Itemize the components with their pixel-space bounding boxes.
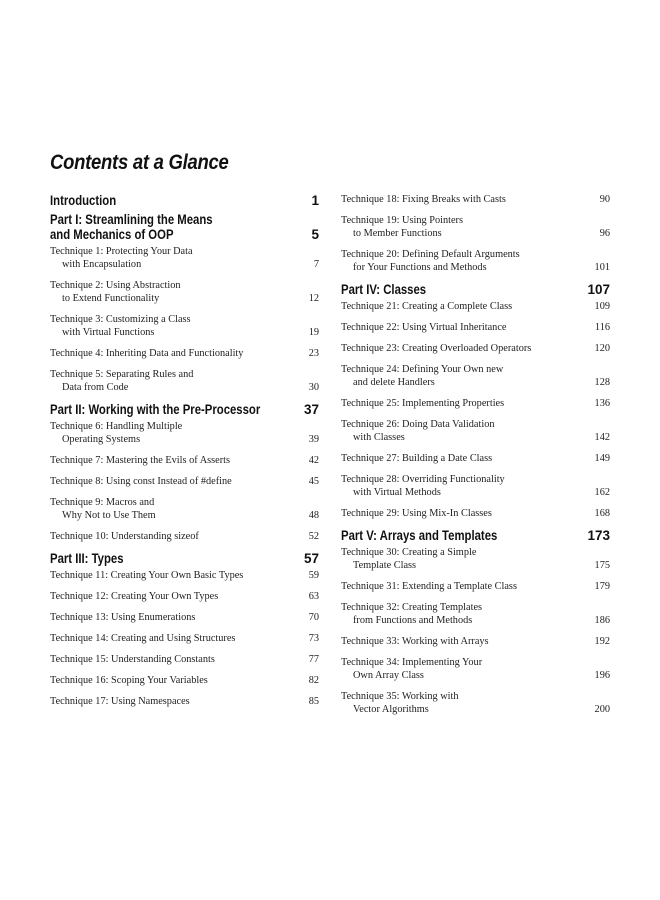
toc-page-number: 200: [594, 704, 610, 715]
toc-entry-title: [341, 214, 594, 240]
toc-entry-title-line: Part III: Types: [50, 551, 124, 566]
toc-entry-title: [50, 551, 298, 566]
toc-entry-title-line: Technique 35: Working with: [341, 691, 459, 702]
toc-entry-title-line: Part II: Working with the Pre-Processor: [50, 402, 261, 417]
toc-page-number: 90: [599, 194, 610, 205]
toc-entry: [50, 569, 319, 582]
toc-entry-title-line: Data from Code: [62, 382, 129, 393]
toc-entry: [341, 473, 610, 499]
toc-entry: [50, 674, 319, 687]
toc-entry-title-line: Technique 17: Using Namespaces: [50, 696, 190, 707]
toc-entry-title-line: Technique 5: Separating Rules and: [50, 369, 194, 380]
toc-entry: [341, 690, 610, 716]
toc-page-number: 45: [308, 476, 319, 487]
toc-entry: [341, 601, 610, 627]
toc-entry-title-line: Technique 30: Creating a Simple: [341, 547, 477, 558]
toc-entry-title-line: Technique 33: Working with Arrays: [341, 636, 489, 647]
toc-page-number: 109: [594, 301, 610, 312]
toc-entry-title-line: Technique 20: Defining Default Arguments: [341, 249, 520, 260]
toc-entry: [50, 530, 319, 543]
toc-entry-title-line: Technique 13: Using Enumerations: [50, 612, 196, 623]
toc-entry-title-line: Technique 3: Customizing a Class: [50, 314, 191, 325]
toc-entry: [50, 653, 319, 666]
toc-page-number: 142: [594, 432, 610, 443]
toc-entry-title: [50, 653, 303, 666]
toc-entry-title-line: Technique 6: Handling Multiple: [50, 421, 183, 432]
toc-entry-title: [50, 212, 305, 242]
toc-page-number: 149: [594, 453, 610, 464]
toc-entry: [341, 300, 610, 313]
toc-entry-title-line: Technique 31: Extending a Template Class: [341, 581, 517, 592]
toc-entry: [50, 695, 319, 708]
toc-entry-title: [341, 580, 589, 593]
toc-page-number: 101: [594, 262, 610, 273]
toc-entry-title: [50, 454, 303, 467]
toc-page-number: 128: [594, 377, 610, 388]
toc-part-heading: [50, 551, 319, 566]
toc-page-number: 82: [308, 675, 319, 686]
toc-entry-title-line: Technique 18: Fixing Breaks with Casts: [341, 194, 506, 205]
toc-entry-title: [341, 342, 589, 355]
toc-entry-title-line: Technique 9: Macros and: [50, 497, 155, 508]
toc-entry-title-line: Technique 32: Creating Templates: [341, 602, 483, 613]
toc-page-number: 5: [311, 227, 319, 242]
toc-part-heading: [50, 193, 319, 208]
toc-entry-title-line: Technique 8: Using const Instead of #define: [50, 476, 232, 487]
toc-page-number: 179: [594, 581, 610, 592]
toc-page-number: 173: [587, 528, 610, 543]
toc-entry: [341, 656, 610, 682]
toc-entry: [341, 635, 610, 648]
toc-entry-title-line: Technique 15: Understanding Constants: [50, 654, 215, 665]
toc-entry-title-line: Technique 28: Overriding Functionality: [341, 474, 505, 485]
toc-page-number: 57: [303, 551, 319, 566]
toc-page-number: 96: [599, 228, 610, 239]
toc-entry: [50, 611, 319, 624]
toc-page-number: 186: [594, 615, 610, 626]
toc-entry-title: [341, 300, 589, 313]
toc-entry-title: [341, 656, 589, 682]
toc-entry: [341, 418, 610, 444]
toc-entry-title-line: Part IV: Classes: [341, 282, 427, 297]
toc-page-number: 7: [313, 259, 319, 270]
toc-entry-title-line: Technique 26: Doing Data Validation: [341, 419, 495, 430]
toc-entry-title-line: with Virtual Functions: [62, 327, 155, 338]
toc-page-number: 30: [308, 382, 319, 393]
toc-page-number: 23: [308, 348, 319, 359]
toc-entry-title: [50, 496, 303, 522]
toc-entry: [341, 580, 610, 593]
toc-entry-title-line: Technique 22: Using Virtual Inheritance: [341, 322, 507, 333]
toc-entry-title: [50, 420, 303, 446]
toc-entry-title-line: Technique 1: Protecting Your Data: [50, 246, 193, 257]
toc-entry: [341, 248, 610, 274]
toc-entry-title-line: Technique 19: Using Pointers: [341, 215, 463, 226]
toc-entry: [50, 454, 319, 467]
toc-entry-title: [341, 528, 581, 543]
toc-entry-title: [50, 279, 303, 305]
toc-entry-title-line: with Classes: [353, 432, 405, 443]
toc-entry-title: [341, 690, 589, 716]
toc-entry: [341, 507, 610, 520]
toc-entry-title: [341, 363, 589, 389]
toc-entry-title-line: Operating Systems: [62, 434, 141, 445]
toc-entry-title: [50, 193, 305, 208]
toc-page-number: 192: [594, 636, 610, 647]
toc-entry-title-line: with Encapsulation: [62, 259, 142, 270]
toc-page-number: 116: [594, 322, 610, 333]
toc-page-number: 77: [308, 654, 319, 665]
toc-entry: [50, 347, 319, 360]
toc-entry-title: [341, 193, 594, 206]
toc-page-number: 136: [594, 398, 610, 409]
toc-page-number: 39: [308, 434, 319, 445]
toc-entry-title-line: Technique 2: Using Abstraction: [50, 280, 181, 291]
toc-part-heading: [341, 528, 610, 543]
toc-entry: [50, 313, 319, 339]
toc-page-number: 37: [303, 402, 319, 417]
toc-entry-title: [50, 530, 303, 543]
toc-entry-title-line: Technique 4: Inheriting Data and Functionality: [50, 348, 244, 359]
toc-entry-title-line: Own Array Class: [353, 670, 424, 681]
toc-entry-title: [341, 397, 589, 410]
toc-entry-title: [341, 452, 589, 465]
toc-entry-title-line: to Extend Functionality: [62, 293, 160, 304]
toc-page-number: 63: [308, 591, 319, 602]
toc-entry: [341, 214, 610, 240]
toc-entry-title: [341, 507, 589, 520]
toc-entry: [50, 590, 319, 603]
toc-entry-title: [50, 475, 303, 488]
toc-entry-title: [50, 632, 303, 645]
toc-page-number: 73: [308, 633, 319, 644]
toc-entry-title-line: Technique 21: Creating a Complete Class: [341, 301, 513, 312]
toc-entry-title-line: Part V: Arrays and Templates: [341, 528, 498, 543]
toc-entry-title: [50, 245, 308, 271]
toc-entry-title-line: Technique 27: Building a Date Class: [341, 453, 493, 464]
toc-entry-title-line: Technique 16: Scoping Your Variables: [50, 675, 208, 686]
toc-entry-title: [341, 546, 589, 572]
toc-entry-title-line: from Functions and Methods: [353, 615, 473, 626]
toc-entry-title-line: with Virtual Methods: [353, 487, 441, 498]
toc-entry-title-line: to Member Functions: [353, 228, 442, 239]
toc-entry: [341, 342, 610, 355]
toc-entry: [50, 475, 319, 488]
toc-entry-title-line: Technique 23: Creating Overloaded Operators: [341, 343, 532, 354]
toc-entry: [341, 452, 610, 465]
toc-page-number: 52: [308, 531, 319, 542]
toc-page-number: 19: [308, 327, 319, 338]
toc-entry-title-line: Technique 12: Creating Your Own Types: [50, 591, 219, 602]
toc-entry-title-line: and delete Handlers: [353, 377, 435, 388]
toc-page-number: 107: [587, 282, 610, 297]
toc-page-number: 42: [308, 455, 319, 466]
toc-entry: [341, 397, 610, 410]
toc-entry-title: [50, 611, 303, 624]
toc-entry-title: [50, 347, 303, 360]
toc-entry: [341, 193, 610, 206]
toc-entry-title-line: Vector Algorithms: [353, 704, 429, 715]
toc-page-number: 168: [594, 508, 610, 519]
toc-entry-title-line: and Mechanics of OOP: [50, 227, 174, 242]
toc-entry-title-line: Template Class: [353, 560, 417, 571]
toc-entry-title: [341, 473, 589, 499]
toc-entry: [50, 632, 319, 645]
toc-entry: [341, 546, 610, 572]
toc-entry-title-line: Technique 24: Defining Your Own new: [341, 364, 504, 375]
toc-entry: [50, 245, 319, 271]
toc-entry-title-line: Introduction: [50, 193, 117, 208]
toc-part-heading: [50, 402, 319, 417]
toc-entry: [50, 279, 319, 305]
toc-page-number: 175: [594, 560, 610, 571]
toc-part-heading: [50, 212, 319, 242]
toc-entry-title-line: for Your Functions and Methods: [353, 262, 487, 273]
toc-entry-title: [50, 368, 303, 394]
toc-page-number: 70: [308, 612, 319, 623]
toc-entry-title-line: Technique 34: Implementing Your: [341, 657, 483, 668]
toc-entry: [341, 363, 610, 389]
toc-entry-title-line: Part I: Streamlining the Means: [50, 212, 213, 227]
toc-entry-title: [50, 674, 303, 687]
toc-entry-title: [341, 601, 589, 627]
toc-entry: [50, 368, 319, 394]
toc-page-number: 120: [594, 343, 610, 354]
toc-entry-title-line: Technique 25: Implementing Properties: [341, 398, 505, 409]
toc-entry-title: [341, 321, 589, 334]
toc-entry-title-line: Technique 14: Creating and Using Structures: [50, 633, 236, 644]
toc-entry-title: [341, 248, 589, 274]
toc-entry-title: [50, 313, 303, 339]
toc-entry-title-line: Technique 11: Creating Your Own Basic Types: [50, 570, 244, 581]
toc-entry-title: [50, 695, 303, 708]
toc-page-number: 59: [308, 570, 319, 581]
toc-entry: [50, 420, 319, 446]
toc-entry-title: [50, 402, 298, 417]
toc-entry-title-line: Technique 10: Understanding sizeof: [50, 531, 199, 542]
toc-entry: [50, 496, 319, 522]
toc-entry-title: [50, 569, 303, 582]
toc-page-number: 12: [308, 293, 319, 304]
toc-page-number: 196: [594, 670, 610, 681]
toc-page-number: 1: [311, 193, 319, 208]
toc-entry-title: [50, 590, 303, 603]
toc-part-heading: [341, 282, 610, 297]
toc-entry-title: [341, 282, 581, 297]
toc-entry-title-line: Technique 7: Mastering the Evils of Asserts: [50, 455, 231, 466]
toc-entry-title-line: Why Not to Use Them: [62, 510, 156, 521]
toc-entry-title: [341, 635, 589, 648]
toc-entry-title-line: Technique 29: Using Mix-In Classes: [341, 508, 492, 519]
toc-column-right: [341, 193, 610, 724]
toc-page-number: 85: [308, 696, 319, 707]
toc-entry-title: [341, 418, 589, 444]
toc-entry: [341, 321, 610, 334]
toc-page-number: 48: [308, 510, 319, 521]
page-title: Contents at a Glance: [50, 151, 229, 174]
toc-page-number: 162: [594, 487, 610, 498]
toc-column-left: [50, 193, 319, 716]
